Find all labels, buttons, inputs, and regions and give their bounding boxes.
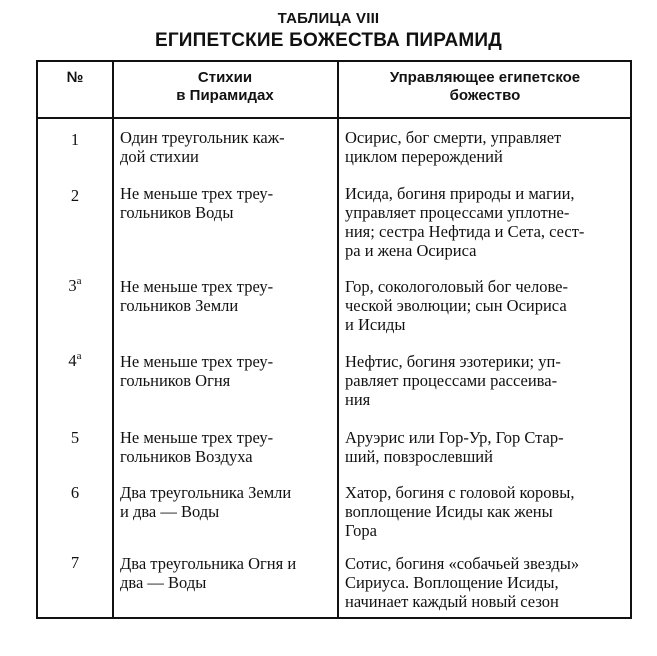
elements-line: Два треугольника Земли [120,483,292,502]
row-6-deity [345,483,630,540]
row-6-elements [120,483,336,521]
row-5-number [38,428,112,447]
row-number-text: 7 [70,553,80,572]
deity-line: Сотис, богиня «собачьей звезды» [345,554,580,573]
row-number-sup: а [76,349,82,362]
row-3-elements [120,277,336,315]
row-3-number [38,276,112,295]
row-4-number [38,351,112,370]
deity-line: ния; сестра Нефтида и Сета, сест- [345,222,585,241]
elements-line: два — Воды [120,573,207,592]
row-number-text: 6 [70,483,80,502]
elements-line: гольников Огня [120,371,231,390]
deities-table [36,60,632,619]
row-number-text: 5 [70,428,80,447]
elements-line: Не меньше трех треу- [120,352,274,371]
header-number [38,69,112,87]
deity-line: Аруэрис или Гор-Ур, Гор Стар- [345,428,564,447]
deity-line: и Исиды [345,315,406,334]
deity-line: Исида, богиня природы и магии, [345,184,575,203]
row-2-deity [345,184,630,260]
row-5-deity [345,428,630,466]
deity-line: ра и жена Осириса [345,241,477,260]
elements-line: гольников Воды [120,203,234,222]
column-divider [337,62,339,617]
row-2-elements [120,184,336,222]
elements-line: Не меньше трех треу- [120,277,274,296]
elements-line: гольников Воздуха [120,447,253,466]
row-number-text: 1 [70,130,80,149]
table-title: ЕГИПЕТСКИЕ БОЖЕСТВА ПИРАМИД [154,30,503,51]
row-7-number [38,553,112,572]
row-4-deity [345,352,630,409]
header-elements-line1: Стихии [197,69,253,86]
header-elements-line2: в Пирамидах [176,87,274,104]
deity-line: Хатор, богиня с головой коровы, [345,483,575,502]
elements-line: дой стихии [120,147,199,166]
elements-line: и два — Воды [120,502,220,521]
row-number-text: 4 [68,351,77,370]
deity-line: Нефтис, богиня эзотерики; уп- [345,352,561,371]
table-number-caption: ТАБЛИЦА VIII [277,10,380,27]
header-divider [38,117,630,119]
row-number-text: 2 [70,186,80,205]
row-3-deity [345,277,630,334]
elements-line: Не меньше трех треу- [120,428,274,447]
row-7-deity [345,554,630,611]
row-2-number [38,186,112,205]
deity-line: ния [345,390,371,409]
deity-line: Гора [345,521,377,540]
deity-line: ший, повзрослевший [345,447,493,466]
header-deity-line2: божество [449,87,521,104]
row-4-elements [120,352,336,390]
elements-line: гольников Земли [120,296,239,315]
row-1-elements [120,128,336,166]
header-elements [114,69,336,105]
header-number-label: № [66,69,84,86]
row-7-elements [120,554,336,592]
row-1-deity [345,128,630,166]
header-deity [340,69,630,105]
deity-line: управляет процессами уплотне- [345,203,570,222]
deity-line: равляет процессами рассеива- [345,371,558,390]
deity-line: Осирис, бог смерти, управляет [345,128,562,147]
row-6-number [38,483,112,502]
deity-line: Гор, сокологоловый бог челове- [345,277,568,296]
row-5-elements [120,428,336,466]
column-divider [112,62,114,617]
deity-line: воплощение Исиды как жены [345,502,553,521]
elements-line: Один треугольник каж- [120,128,285,147]
deity-line: ческой эволюции; сын Осириса [345,296,567,315]
row-number-text: 3 [68,276,77,295]
elements-line: Не меньше трех треу- [120,184,274,203]
row-1-number [38,130,112,149]
elements-line: Два треугольника Огня и [120,554,297,573]
deity-line: Сириуса. Воплощение Исиды, [345,573,559,592]
deity-line: начинает каждый новый сезон [345,592,559,611]
deity-line: циклом перерождений [345,147,503,166]
row-number-sup: а [76,274,82,287]
header-deity-line1: Управляющее египетское [389,69,581,86]
